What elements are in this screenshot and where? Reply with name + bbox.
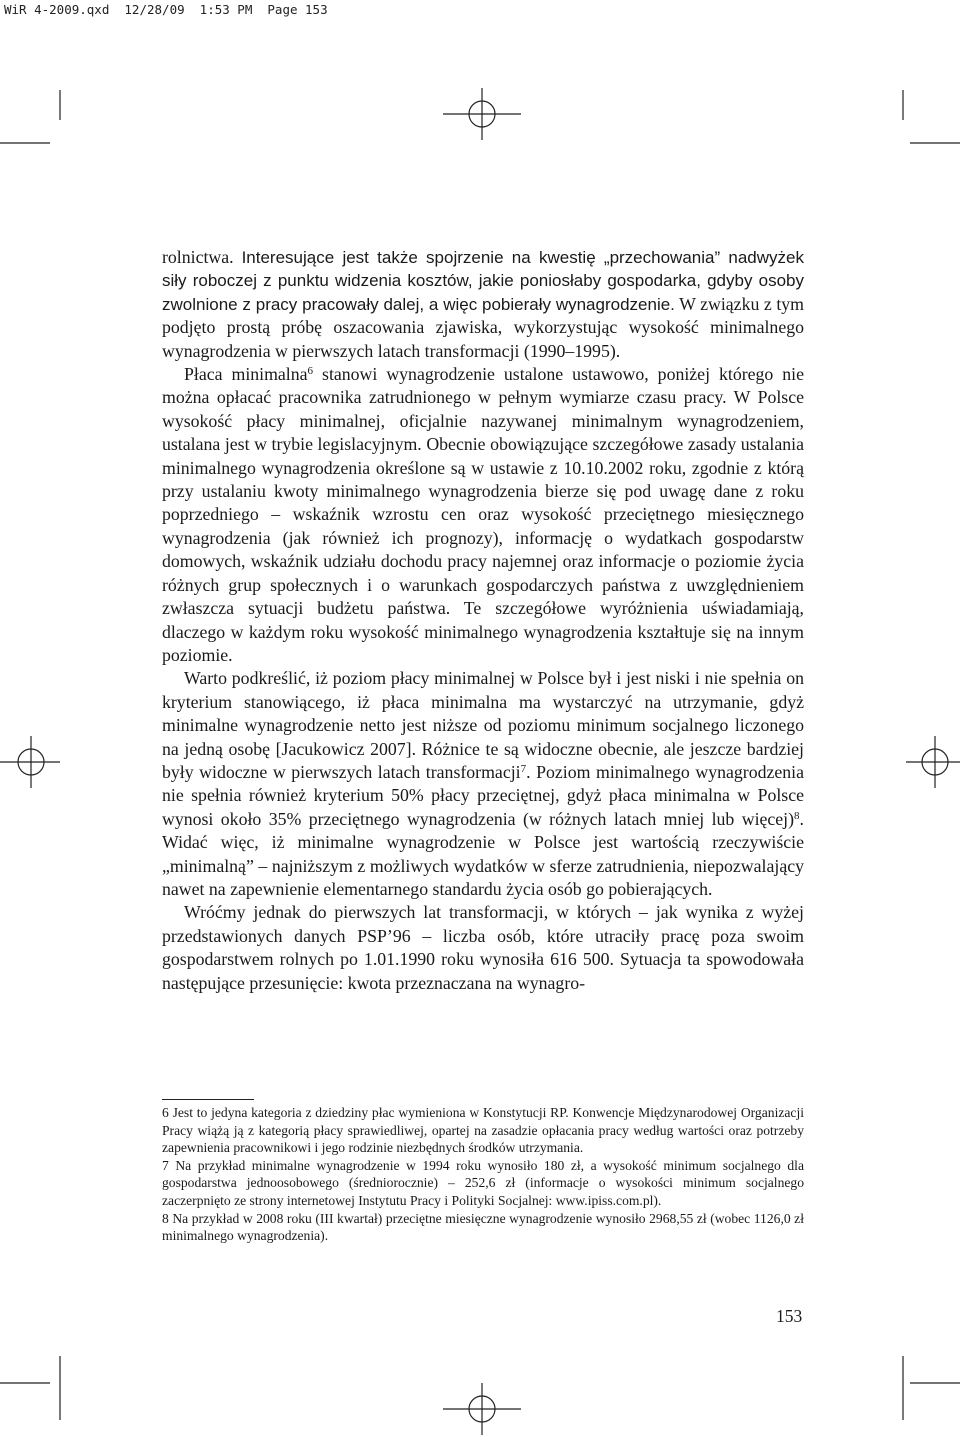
paragraph-3 xyxy=(162,667,804,901)
file-slug: WiR 4-2009.qxd 12/28/09 1:53 PM Page 153 xyxy=(4,2,328,17)
footnote-6-text: Jest to jedyna kategoria z dziedziny płac wymieniona w Konstytucji RP. Konwencje Międzynarodowej Organizacji Pracy wiążą ją z kategorią płacy sprawiedliwej, opartej na zasadzie opłacania pracy według wartości oraz potrzeby zapewnienia pracownikowi i jego rodzinie niezbędnych środków utrzymania. xyxy=(162,1105,804,1156)
registration-mark-left xyxy=(0,736,60,788)
paragraph-3-middle: . Poziom minimalnego wynagrodzenia nie spełnia również kryterium 50% płacy przeciętnej, gdyż płaca minimalna w Polsce wynosi około 35% przeciętnego wynagrodzenia (w różnych latach mniej lub więcej) xyxy=(162,761,804,829)
paragraph-3-end: . Widać więc, iż minimalne wynagrodzenie w Polsce jest wartością rzeczywiście „minimalną” – najniższym z możliwych wydatków w sferze zatrudnienia, niepozwalający nawet na zapewnienie elementarnego standardu życia osób go pobierających. xyxy=(162,808,804,899)
registration-mark-right xyxy=(906,736,960,788)
paragraph-1-sans-passage: Interesujące jest także spojrzenie na kwestię „przechowania” nadwyżek siły roboczej z punktu widzenia kosztów, jakie poniosłaby gospodarka, gdyby osoby zwolnione z pracy pracowały dalej, a więc pobierały wynagrodzenie. xyxy=(162,248,804,314)
page-number: 153 xyxy=(776,1306,803,1326)
paragraph-1-start: rolnictwa. xyxy=(162,247,242,267)
footnote-7 xyxy=(162,1157,804,1210)
paragraph-1-end: W związku z tym podjęto prostą próbę oszacowania zjawiska, wykorzystując wysokość minimalnego wynagrodzenia w pierwszych latach transformacji (1990–1995). xyxy=(162,293,804,361)
paragraph-2 xyxy=(162,363,804,667)
footnote-ref-6[interactable]: 6 xyxy=(307,365,314,378)
footnote-separator xyxy=(162,1099,254,1100)
paragraph-4: Wróćmy jednak do pierwszych lat transformacji, w których – jak wynika z wyżej przedstawionych danych PSP’96 – liczba osób, które utraciły pracę poza swoim gospodarstwem rolnych po 1.01.1990 roku wynosiła 616 500. Sytuacja ta spowodowała następujące przesunięcie: kwota przeznaczana na wynagro- xyxy=(162,902,804,993)
footnote-8-number: 8 xyxy=(162,1210,169,1226)
footnote-8 xyxy=(162,1210,804,1245)
footnote-ref-8[interactable]: 8 xyxy=(794,809,800,822)
paragraph-3-start: Warto podkreślić, iż poziom płacy minimalnej w Polsce był i jest niski i nie spełnia on kryterium stanowiącego, iż płaca minimalna ma wystarczyć na utrzymanie, gdyż minimalne wynagrodzenie netto jest niższe od poziomu minimum socjalnego liczonego na jedną osobę [Jacukowicz 2007]. Różnice te są widoczne obecnie, ale jeszcze bardziej były widoczne w pierwszych latach transformacji xyxy=(162,668,804,782)
paragraph-2-rest: stanowi wynagrodzenie ustalone ustawowo, poniżej którego nie można opłacać pracownika zatrudnionego w pełnym wymiarze czasu pracy. W Polsce wysokość płacy minimalnej, oficjalnie nazywanej minimalnym wynagrodzeniem, ustalana jest w trybie legislacyjnym. Obecnie obowiązujące szczegółowe zasady ustalania minimalnego wynagrodzenia określone są w ustawie z 10.10.2002 roku, zgodnie z którą przy ustalaniu kwoty minimalnego wynagrodzenia bierze się pod uwagę dane z roku poprzedniego – wskaźnik wzrostu cen oraz wysokość przeciętnego miesięcznego wynagrodzenia (jak również ich prognozy), informację o wydatkach gospodarstw domowych, wskaźnik udziału dochodu pracy najemnej oraz informacje o poziomie życia różnych grup społecznych i o warunkach gospodarczych państwa z uwzględnieniem zwłaszcza sytuacji budżetu państwa. Te szczegółowe wyróżnienia uświadamiają, dlaczego w każdym roku wysokość minimalnego wynagrodzenia kształtuje się na innym poziomie. xyxy=(162,364,805,665)
footnote-8-text: Na przykład w 2008 roku (III kwartał) przeciętne miesięczne wynagrodzenie wynosiło 2968,55 zł (wobec 1126,0 zł minimalnego wynagrodzenia). xyxy=(162,1210,804,1244)
paragraph-2-start: Płaca minimalna xyxy=(184,364,308,385)
registration-mark-top xyxy=(443,88,521,140)
footnote-6 xyxy=(162,1104,804,1157)
footnote-7-text: Na przykład minimalne wynagrodzenie w 1994 roku wynosiło 180 zł, a wysokość minimum socjalnego dla gospodarstwa jednoosobowego (średniorocznie) – 252,6 zł (informacje o wysokości minimum socjalnego zaczerpnięto ze strony internetowej Instytutu Pracy i Polityki Socjalnej: www.ipiss.com.pl). xyxy=(162,1157,804,1208)
main-text xyxy=(162,246,804,995)
footnote-ref-7[interactable]: 7 xyxy=(520,762,527,775)
paragraph-1 xyxy=(162,246,804,363)
footnote-6-number: 6 xyxy=(162,1105,169,1120)
footnotes xyxy=(162,1104,804,1245)
registration-mark-bottom xyxy=(443,1383,521,1435)
footnote-7-number: 7 xyxy=(162,1157,169,1173)
